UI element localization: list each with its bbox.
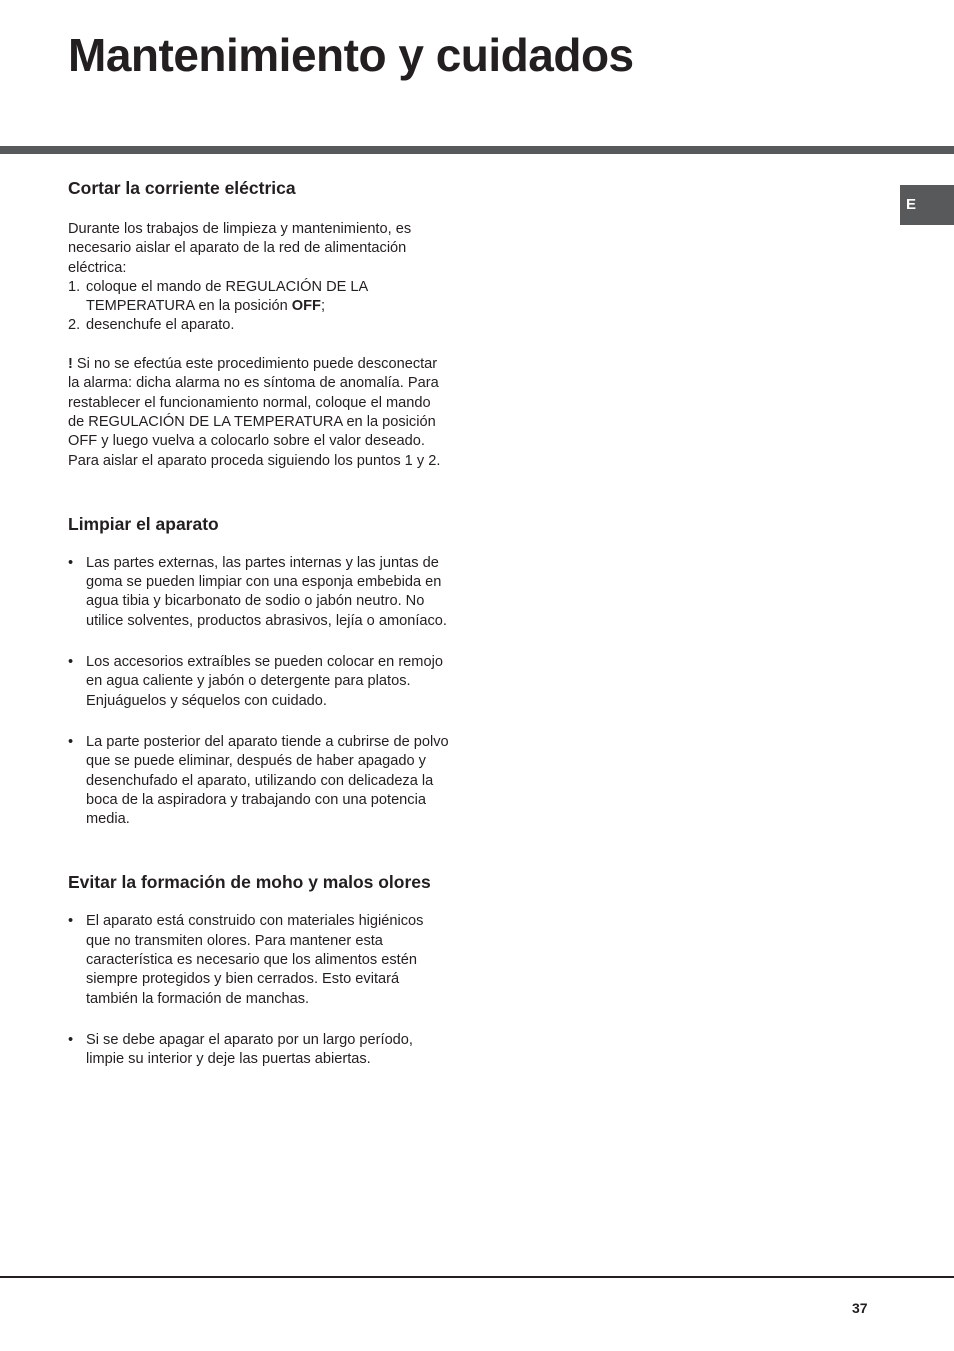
bullet-icon: •	[68, 1031, 74, 1048]
followup-paragraph: Para aislar el aparato proceda siguiendo los puntos 1 y 2.	[68, 452, 441, 469]
list-item	[68, 554, 450, 631]
bullet-icon: •	[68, 733, 74, 750]
section-heading: Evitar la formación de moho y malos olores	[68, 872, 431, 893]
bullet-icon: •	[68, 554, 74, 571]
header-divider	[0, 146, 954, 154]
section-heading: Cortar la corriente eléctrica	[68, 178, 296, 198]
step-item	[68, 278, 450, 317]
page-title: Mantenimiento y cuidados	[68, 29, 634, 81]
list-item	[68, 1031, 450, 1070]
list-item-text: Las partes externas, las partes internas y las juntas de goma se pueden limpiar con una esponja embebida en agua tibia y bicarbonato de sodio o jabón neutro. No utilice solventes, productos abrasivos, lejía o amoníaco.	[86, 554, 447, 629]
language-tab: E	[900, 185, 954, 225]
bullet-list	[68, 554, 450, 830]
list-item	[68, 912, 450, 1008]
main-content	[68, 175, 450, 1070]
list-item-text: Si se debe apagar el aparato por un largo período, limpie su interior y deje las puertas abiertas.	[86, 1031, 413, 1068]
bullet-icon: •	[68, 654, 74, 671]
intro-paragraph: Durante los trabajos de limpieza y mantenimiento, es necesario aislar el aparato de la red de alimentación eléctrica:	[68, 221, 412, 276]
footer-divider	[0, 1276, 954, 1278]
list-item	[68, 733, 450, 829]
step-number: 1.	[68, 278, 81, 295]
bullet-list	[68, 912, 450, 1069]
section-heading: Limpiar el aparato	[68, 513, 219, 534]
step-number: 2.	[68, 317, 81, 334]
warning-paragraph	[68, 355, 450, 451]
list-item-text: Los accesorios extraíbles se pueden colocar en remojo en agua caliente y jabón o detergente para platos. Enjuáguelos y séquelos con cuidado.	[86, 654, 443, 709]
section-cortar-corriente	[68, 178, 450, 471]
step-item	[68, 316, 450, 335]
step-text-end: ;	[320, 298, 325, 315]
step-text: desenchufe el aparato.	[86, 317, 235, 334]
step-bold-text: OFF	[291, 298, 321, 315]
section-limpiar-aparato	[68, 514, 450, 830]
list-item	[68, 653, 450, 711]
list-item-text: La parte posterior del aparato tiende a cubrirse de polvo que se puede eliminar, después de haber apagado y desenchufado el aparato, utilizando con delicadeza la boca de la aspiradora y trabajando con una potencia media.	[86, 733, 449, 828]
list-item-text: El aparato está construido con materiales higiénicos que no transmiten olores. Para mantener esta característica es necesario que los alimentos estén siempre protegidos y bien cerrados. Esto evitará también la formación de manchas.	[86, 913, 424, 1007]
bullet-icon: •	[68, 913, 74, 930]
warning-icon: !	[68, 356, 73, 373]
page-number: 37	[852, 1300, 868, 1316]
section-evitar-moho	[68, 872, 450, 1069]
warning-text: Si no se efectúa este procedimiento puede desconectar la alarma: dicha alarma no es síntoma de anomalía. Para restablecer el funcionamiento normal, coloque el mando de REGULACIÓN DE LA TEMPERATURA en la posición OFF y luego vuelva a colocarlo sobre el valor deseado.	[68, 356, 439, 450]
step-text: coloque el mando de REGULACIÓN DE LA TEMPERATURA en la posición	[86, 278, 368, 315]
